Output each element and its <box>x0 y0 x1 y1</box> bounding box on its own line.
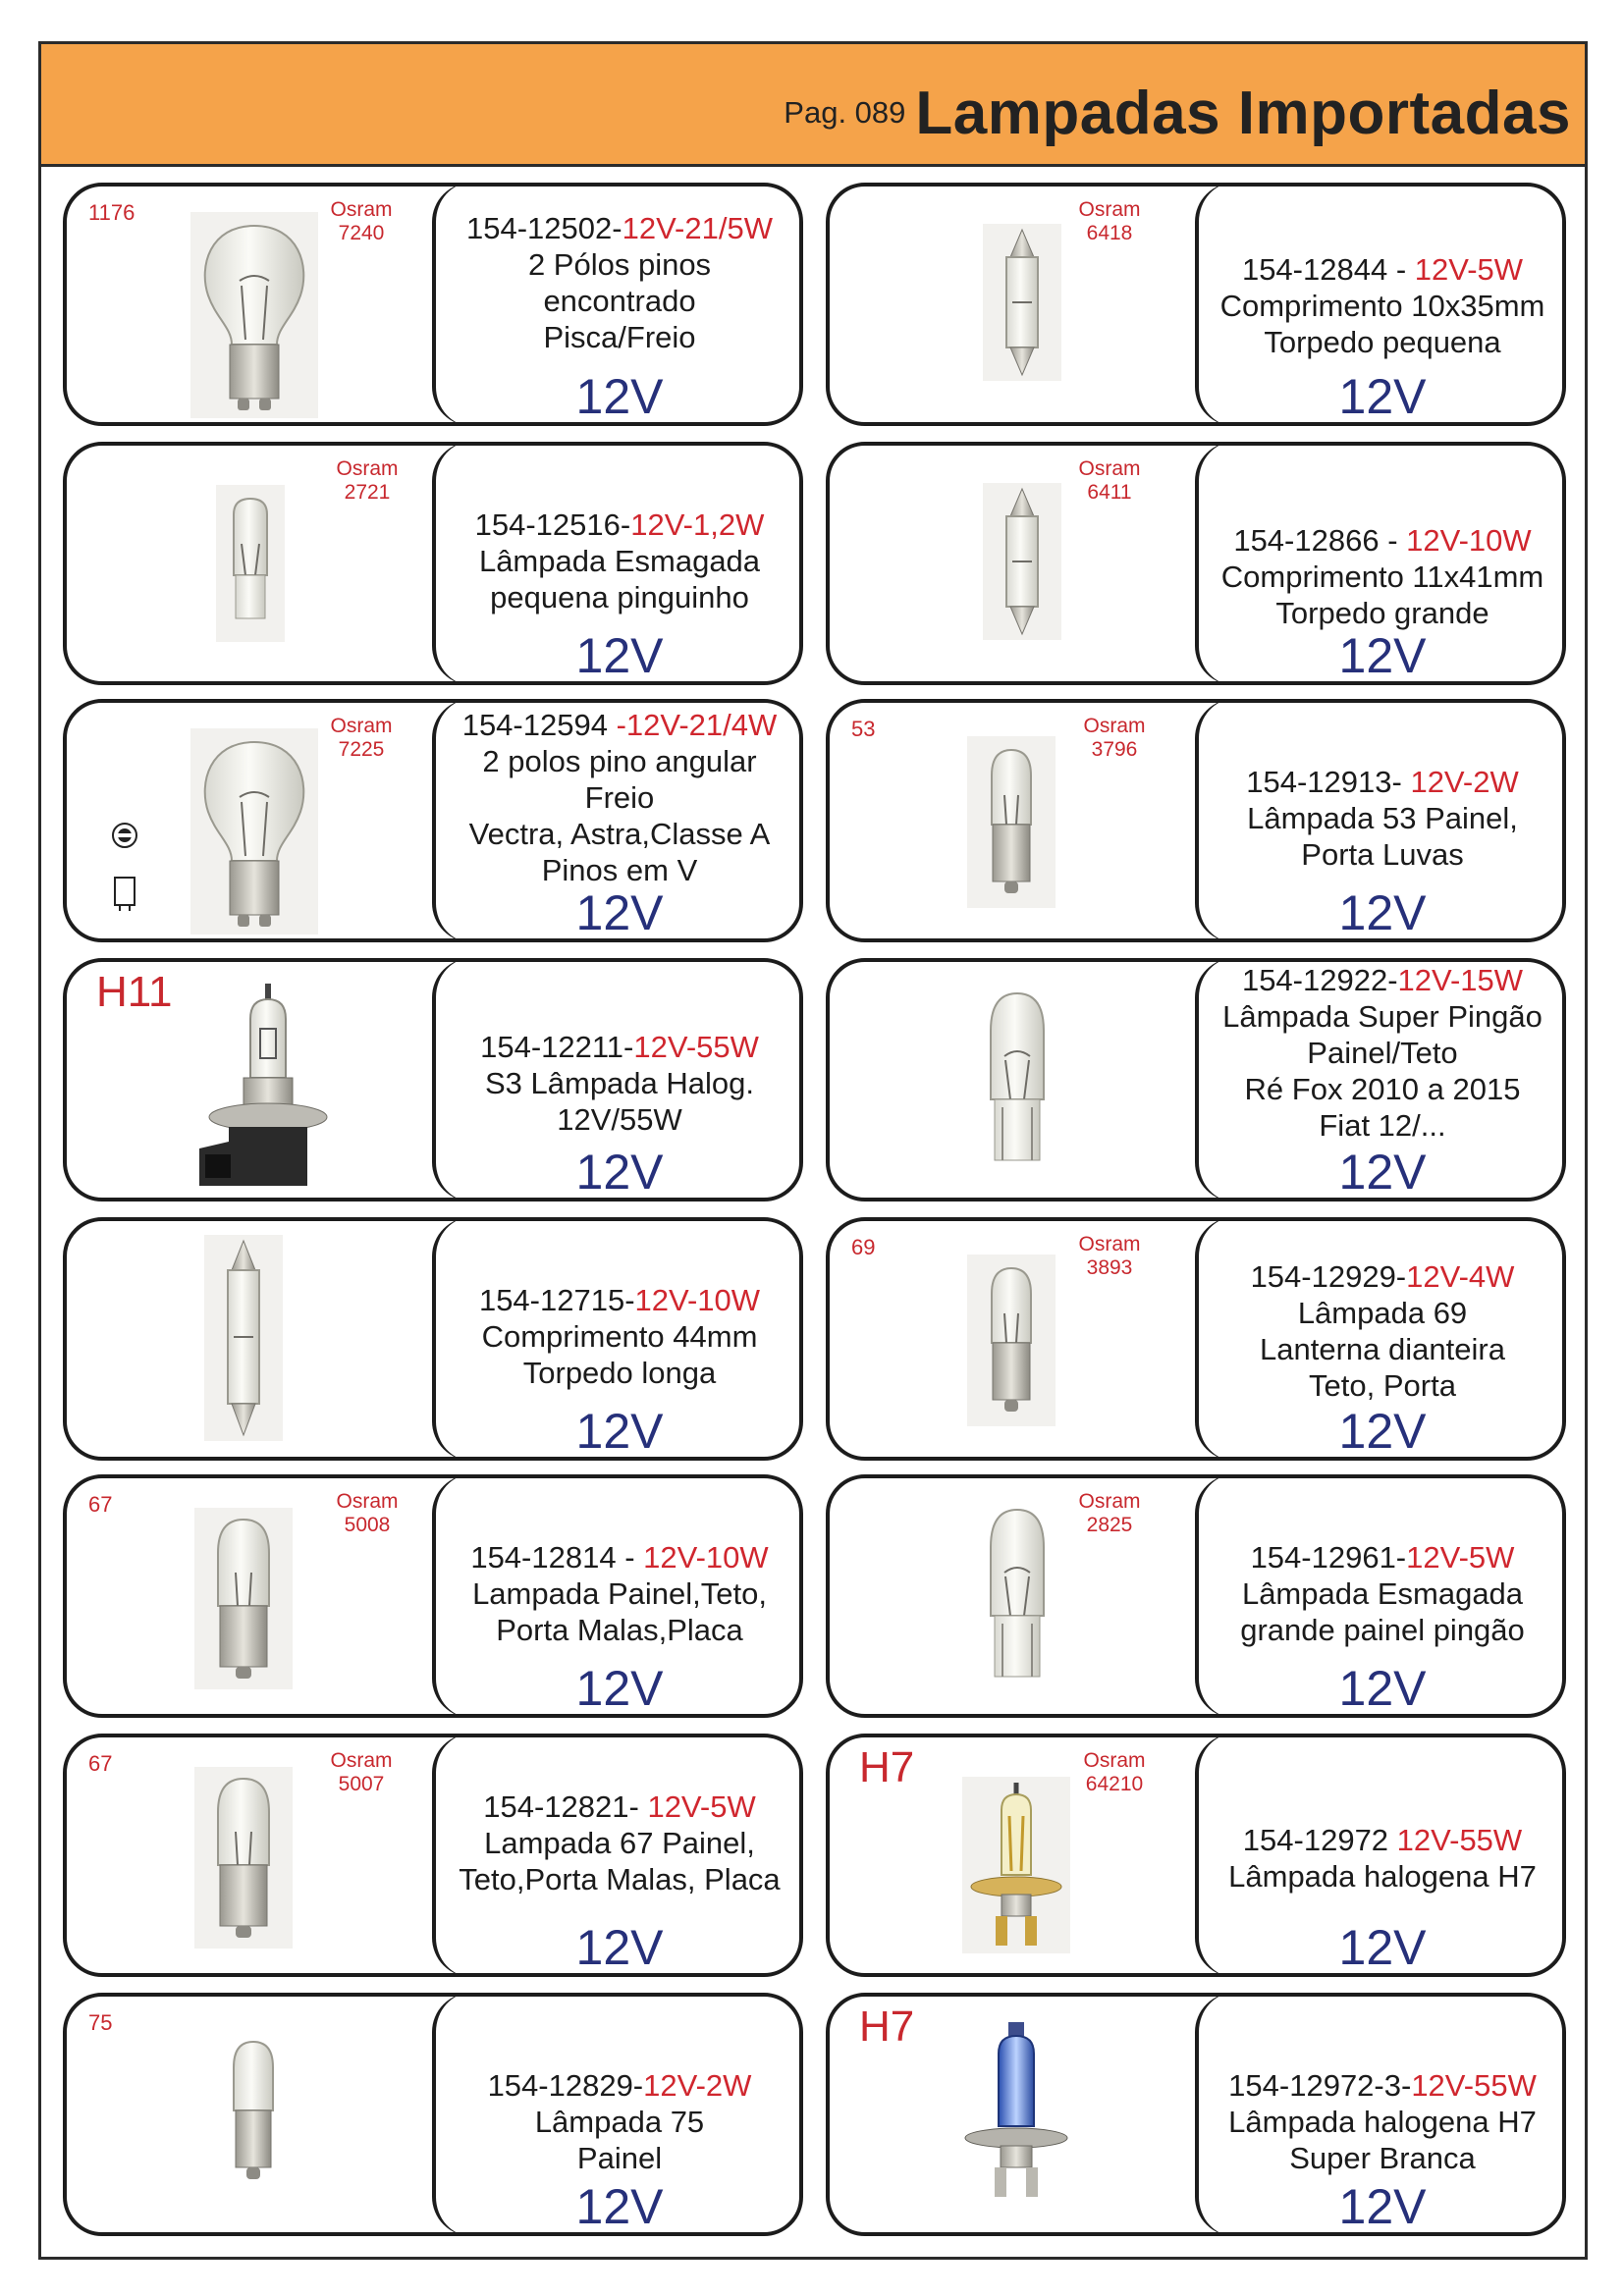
voltage-label: 12V <box>575 1661 664 1716</box>
description-line: grande painel pingão <box>1240 1613 1525 1647</box>
bulb-image <box>194 1767 293 1949</box>
product-description <box>440 1282 799 1391</box>
osram-reference <box>1065 1233 1154 1280</box>
product-card <box>63 183 803 426</box>
osram-reference <box>323 1490 411 1537</box>
voltage-label: 12V <box>1338 1145 1427 1200</box>
description-line: Pisca/Freio <box>543 320 696 354</box>
product-description <box>440 1789 799 1897</box>
voltage-label: 12V <box>1338 1920 1427 1975</box>
bulb-image <box>216 485 285 642</box>
bulb-type-label: H11 <box>96 968 173 1016</box>
osram-reference <box>317 1749 406 1796</box>
osram-reference <box>317 715 406 762</box>
product-card <box>826 1474 1566 1718</box>
product-card <box>826 1734 1566 1977</box>
description-line: Lampada 67 Painel, <box>484 1826 755 1860</box>
product-card <box>63 958 803 1201</box>
bulb-image <box>973 982 1061 1178</box>
description-line: Porta Malas,Placa <box>496 1613 743 1647</box>
product-photo <box>67 1221 436 1457</box>
description-line: Teto, Porta <box>1309 1368 1456 1403</box>
product-code-line <box>440 507 799 543</box>
product-code-line <box>1203 1822 1562 1858</box>
product-info <box>440 1221 799 1457</box>
osram-code: 7225 <box>338 738 385 761</box>
base-icon <box>110 876 139 913</box>
product-card <box>826 699 1566 942</box>
product-code: 154-12913- <box>1246 765 1411 799</box>
description-line: Teto,Porta Malas, Placa <box>459 1862 781 1896</box>
description-line: Comprimento 10x35mm <box>1219 289 1545 323</box>
osram-reference <box>1065 457 1154 505</box>
voltage-label: 12V <box>575 628 664 683</box>
voltage-label: 12V <box>1338 1661 1427 1716</box>
description-line: Comprimento 11x41mm <box>1220 560 1544 594</box>
product-card <box>63 1474 803 1718</box>
product-description <box>440 2067 799 2176</box>
product-spec: -12V-21/4W <box>616 708 778 742</box>
osram-code: 2825 <box>1086 1514 1133 1536</box>
osram-code: 6411 <box>1087 481 1132 504</box>
bulb-type-label: 69 <box>851 1235 876 1259</box>
bulb-image <box>973 1498 1061 1694</box>
description-line: Super Branca <box>1289 2141 1476 2175</box>
description-line: pequena pinguinho <box>490 580 749 614</box>
bulb-type-label: H7 <box>859 1743 915 1791</box>
product-card <box>826 958 1566 1201</box>
product-code: 154-12594 <box>461 708 617 742</box>
product-code-line <box>1203 2067 1562 2104</box>
description-line: Lampada Painel,Teto, <box>472 1576 767 1611</box>
product-code: 154-12814 - <box>470 1540 644 1575</box>
description-line: Lâmpada 69 <box>1297 1296 1468 1330</box>
product-code-line <box>440 1282 799 1318</box>
description-line: Lâmpada 53 Painel, <box>1247 801 1518 835</box>
product-card <box>63 1217 803 1461</box>
socket-icon <box>110 821 139 850</box>
bulb-type-label: 53 <box>851 717 876 741</box>
bulb-image <box>190 728 318 934</box>
product-code: 154-12715- <box>478 1283 635 1317</box>
product-spec: 12V-55W <box>1396 1823 1523 1857</box>
voltage-label: 12V <box>1338 1404 1427 1459</box>
osram-brand: Osram <box>330 198 393 221</box>
product-code-line <box>440 1539 799 1575</box>
bulb-image <box>190 212 318 418</box>
product-card <box>63 699 803 942</box>
osram-brand: Osram <box>336 1490 399 1513</box>
osram-code: 2721 <box>344 481 391 504</box>
product-card <box>63 1734 803 1977</box>
product-code-line <box>440 1789 799 1825</box>
product-description <box>1203 522 1562 631</box>
product-photo <box>830 962 1199 1198</box>
bulb-type-label: 1176 <box>88 200 135 225</box>
product-spec: 12V-21/5W <box>622 211 773 245</box>
product-photo <box>67 1997 436 2232</box>
bulb-image <box>962 1777 1070 1953</box>
description-line: 2 Pólos pinos <box>527 247 712 282</box>
osram-code: 7240 <box>338 222 385 244</box>
product-info <box>440 962 799 1198</box>
product-code-line <box>440 2067 799 2104</box>
osram-brand: Osram <box>1078 457 1141 480</box>
product-spec: 12V-5W <box>647 1789 756 1824</box>
product-code: 154-12829- <box>487 2068 644 2103</box>
product-info <box>1203 1221 1562 1457</box>
product-code-line <box>1203 764 1562 800</box>
product-spec: 12V-4W <box>1406 1259 1515 1294</box>
product-code-line <box>1203 1539 1562 1575</box>
osram-code: 6418 <box>1086 222 1133 244</box>
page-title: Lampadas Importadas <box>915 80 1571 147</box>
bulb-type-label: 67 <box>88 1751 113 1776</box>
product-code-line <box>1203 522 1562 559</box>
product-code-line <box>1203 1258 1562 1295</box>
osram-reference <box>323 457 411 505</box>
product-spec: 12V-55W <box>1411 2068 1537 2103</box>
description-line: Lâmpada halogena H7 <box>1228 1859 1537 1894</box>
product-description <box>1203 2067 1562 2176</box>
product-description <box>1203 251 1562 360</box>
product-description <box>440 707 799 888</box>
product-info <box>1203 1478 1562 1714</box>
product-code-line <box>440 210 799 246</box>
bulb-image <box>983 224 1061 381</box>
product-spec: 12V-10W <box>643 1540 769 1575</box>
page-header <box>38 41 1588 167</box>
description-line: Porta Luvas <box>1301 837 1464 872</box>
product-info <box>440 446 799 681</box>
product-info <box>1203 1997 1562 2232</box>
osram-reference <box>1070 1749 1159 1796</box>
product-description <box>440 1539 799 1648</box>
description-line: Vectra, Astra,Classe A <box>468 817 771 851</box>
product-description <box>1203 1258 1562 1404</box>
bulb-type-label: 67 <box>88 1492 113 1517</box>
osram-reference <box>317 198 406 245</box>
product-description <box>1203 1539 1562 1648</box>
product-code-line <box>440 1029 799 1065</box>
description-line: encontrado <box>543 284 696 318</box>
description-line: Lâmpada Esmagada <box>478 544 761 578</box>
product-spec: 12V-15W <box>1397 963 1524 997</box>
product-description <box>1203 1822 1562 1895</box>
description-line: Comprimento 44mm <box>481 1319 758 1354</box>
osram-brand: Osram <box>330 1749 393 1772</box>
osram-brand: Osram <box>1083 715 1146 737</box>
product-info <box>1203 962 1562 1198</box>
bulb-image <box>214 2032 293 2199</box>
product-code: 154-12821- <box>483 1789 648 1824</box>
description-line: Lâmpada Esmagada <box>1241 1576 1524 1611</box>
product-description <box>440 507 799 615</box>
product-code: 154-12972 <box>1242 1823 1397 1857</box>
product-card <box>826 183 1566 426</box>
bulb-type-label: H7 <box>859 2002 915 2051</box>
description-line: 12V/55W <box>557 1102 682 1137</box>
product-code-line <box>1203 962 1562 998</box>
description-line: Fiat 12/... <box>1319 1108 1446 1143</box>
osram-brand: Osram <box>1083 1749 1146 1772</box>
osram-reference <box>1070 715 1159 762</box>
product-card <box>826 1217 1566 1461</box>
product-code: 154-12961- <box>1250 1540 1407 1575</box>
product-code: 154-12922- <box>1241 963 1398 997</box>
osram-reference <box>1065 1490 1154 1537</box>
description-line: Freio <box>584 780 655 815</box>
description-line: Lâmpada halogena H7 <box>1228 2105 1537 2139</box>
description-line: Torpedo pequena <box>1264 325 1501 359</box>
bulb-image <box>967 1255 1056 1426</box>
product-info <box>440 1997 799 2232</box>
osram-brand: Osram <box>330 715 393 737</box>
description-line: Pinos em V <box>541 853 698 887</box>
osram-code: 5007 <box>338 1773 385 1795</box>
product-card <box>63 442 803 685</box>
description-line: Lanterna dianteira <box>1260 1332 1505 1366</box>
product-code: 154-12844 - <box>1241 252 1415 287</box>
product-spec: 12V-5W <box>1406 1540 1515 1575</box>
description-line: S3 Lâmpada Halog. <box>484 1066 755 1100</box>
osram-code: 5008 <box>344 1514 391 1536</box>
bulb-image <box>194 1508 293 1689</box>
description-line: Torpedo longa <box>522 1356 717 1390</box>
voltage-label: 12V <box>575 1404 664 1459</box>
product-description <box>1203 764 1562 873</box>
osram-brand: Osram <box>1078 1233 1141 1255</box>
product-code: 154-12866 - <box>1233 523 1407 558</box>
product-spec: 12V-2W <box>643 2068 752 2103</box>
osram-reference <box>1065 198 1154 245</box>
description-line: 2 polos pino angular <box>482 744 757 778</box>
voltage-label: 12V <box>1338 885 1427 940</box>
product-spec: 12V-10W <box>1406 523 1532 558</box>
description-line: Torpedo grande <box>1275 596 1489 630</box>
product-spec: 12V-5W <box>1414 252 1524 287</box>
product-info <box>1203 1737 1562 1973</box>
voltage-label: 12V <box>575 2179 664 2234</box>
product-info <box>1203 187 1562 422</box>
description-line: Ré Fox 2010 a 2015 <box>1244 1072 1521 1106</box>
product-info <box>1203 446 1562 681</box>
osram-brand: Osram <box>1078 1490 1141 1513</box>
bulb-image <box>967 736 1056 908</box>
osram-brand: Osram <box>1078 198 1141 221</box>
bulb-image <box>204 1235 283 1441</box>
product-code: 154-12502- <box>466 211 623 245</box>
product-info <box>440 187 799 422</box>
osram-code: 64210 <box>1085 1773 1144 1795</box>
osram-brand: Osram <box>336 457 399 480</box>
voltage-label: 12V <box>1338 2179 1427 2234</box>
voltage-label: 12V <box>1338 628 1427 683</box>
osram-code: 3796 <box>1091 738 1138 761</box>
description-line: Lâmpada Super Pingão <box>1222 999 1543 1034</box>
product-code: 154-12516- <box>474 507 631 542</box>
product-spec: 12V-55W <box>633 1030 759 1064</box>
product-code: 154-12972-3- <box>1228 2068 1412 2103</box>
bulb-image <box>983 483 1061 640</box>
bulb-image <box>189 980 347 1196</box>
product-code: 154-12211- <box>480 1030 634 1064</box>
product-code: 154-12929- <box>1250 1259 1407 1294</box>
product-info <box>440 703 799 938</box>
product-description <box>1203 962 1562 1144</box>
voltage-label: 12V <box>575 369 664 424</box>
product-card <box>826 1993 1566 2236</box>
product-description <box>440 1029 799 1138</box>
voltage-label: 12V <box>575 885 664 940</box>
description-line: Painel <box>576 2141 663 2175</box>
product-code-line <box>440 707 799 743</box>
description-line: Lâmpada 75 <box>534 2105 705 2139</box>
product-card <box>63 1993 803 2236</box>
product-info <box>440 1478 799 1714</box>
product-info <box>440 1737 799 1973</box>
product-spec: 12V-1,2W <box>630 507 765 542</box>
product-spec: 12V-10W <box>634 1283 761 1317</box>
bulb-type-label: 75 <box>88 2010 113 2035</box>
product-info <box>1203 703 1562 938</box>
osram-code: 3893 <box>1086 1256 1133 1279</box>
voltage-label: 12V <box>1338 369 1427 424</box>
description-line: Painel/Teto <box>1307 1036 1458 1070</box>
voltage-label: 12V <box>575 1920 664 1975</box>
page-number: Pag. 089 <box>784 95 906 130</box>
product-description <box>440 210 799 355</box>
voltage-label: 12V <box>575 1145 664 1200</box>
product-card <box>826 442 1566 685</box>
product-spec: 12V-2W <box>1410 765 1519 799</box>
product-code-line <box>1203 251 1562 288</box>
bulb-image <box>957 2018 1075 2205</box>
